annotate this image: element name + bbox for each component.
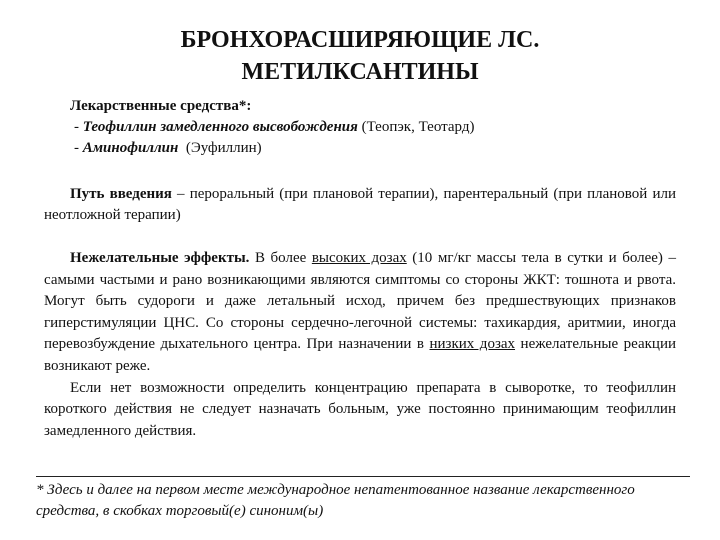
side-effects-paragraph	[44, 248, 676, 378]
drug-item-name: Аминофиллин	[82, 140, 179, 156]
drug-item-theophylline	[44, 117, 684, 138]
route-text: – пероральный (при плановой терапии), парентеральный (при плановой или неотложной терапии)	[44, 186, 676, 223]
drug-item-prefix: -	[74, 119, 83, 135]
drug-list	[44, 96, 684, 159]
page-title	[80, 24, 640, 88]
title-line-1: БРОНХОРАСШИРЯЮЩИЕ ЛС.	[180, 27, 540, 53]
text-run: нежелательные реакции возникают реже.	[44, 336, 677, 374]
administration-route	[44, 184, 676, 226]
footnote-divider	[36, 476, 690, 477]
text-run: (10 мг/кг массы тела в сутки и более) – самыми частыми и рано возникающими являются симптомы со стороны ЖКТ: тошнота и рвота. Могут быть судороги и даже летальный исход, причем без предшествующих признаков гиперстимуляции ЦНС. Со стороны сердечно-легочной системы: тахикардия, аритмии, иногда перевозбуждение дыхательного центра. При назначении в	[44, 250, 676, 353]
footnote: * Здесь и далее на первом месте международное непатентованное название лекарственного средства, в скобках торговый(е) синоним(ы)	[36, 482, 635, 519]
high-doses-text: высоких дозах	[311, 250, 407, 266]
side-effects-label: Нежелательные эффекты.	[70, 250, 250, 266]
serum-concentration-paragraph: Если нет возможности определить концентрацию препарата в сыворотке, то теофиллин короткого действия не следует назначать больным, уже постоянно принимающим теофиллин замедленного действия.	[44, 379, 676, 439]
route-label: Путь введения	[70, 186, 172, 202]
drug-item-brands: (Теопэк, Теотард)	[361, 119, 475, 135]
low-doses-text: низких дозах	[429, 336, 516, 353]
drug-item-name: Теофиллин замедленного высвобождения	[82, 119, 358, 135]
title-line-2: МЕТИЛКСАНТИНЫ	[241, 59, 479, 85]
side-effects-section	[44, 248, 676, 442]
drug-item-aminophylline	[44, 138, 684, 159]
drug-list-heading: Лекарственные средства*:	[70, 98, 252, 114]
text-run: В более	[249, 250, 312, 266]
drug-item-prefix: -	[74, 140, 83, 156]
drug-item-brands: (Эуфиллин)	[185, 140, 262, 156]
